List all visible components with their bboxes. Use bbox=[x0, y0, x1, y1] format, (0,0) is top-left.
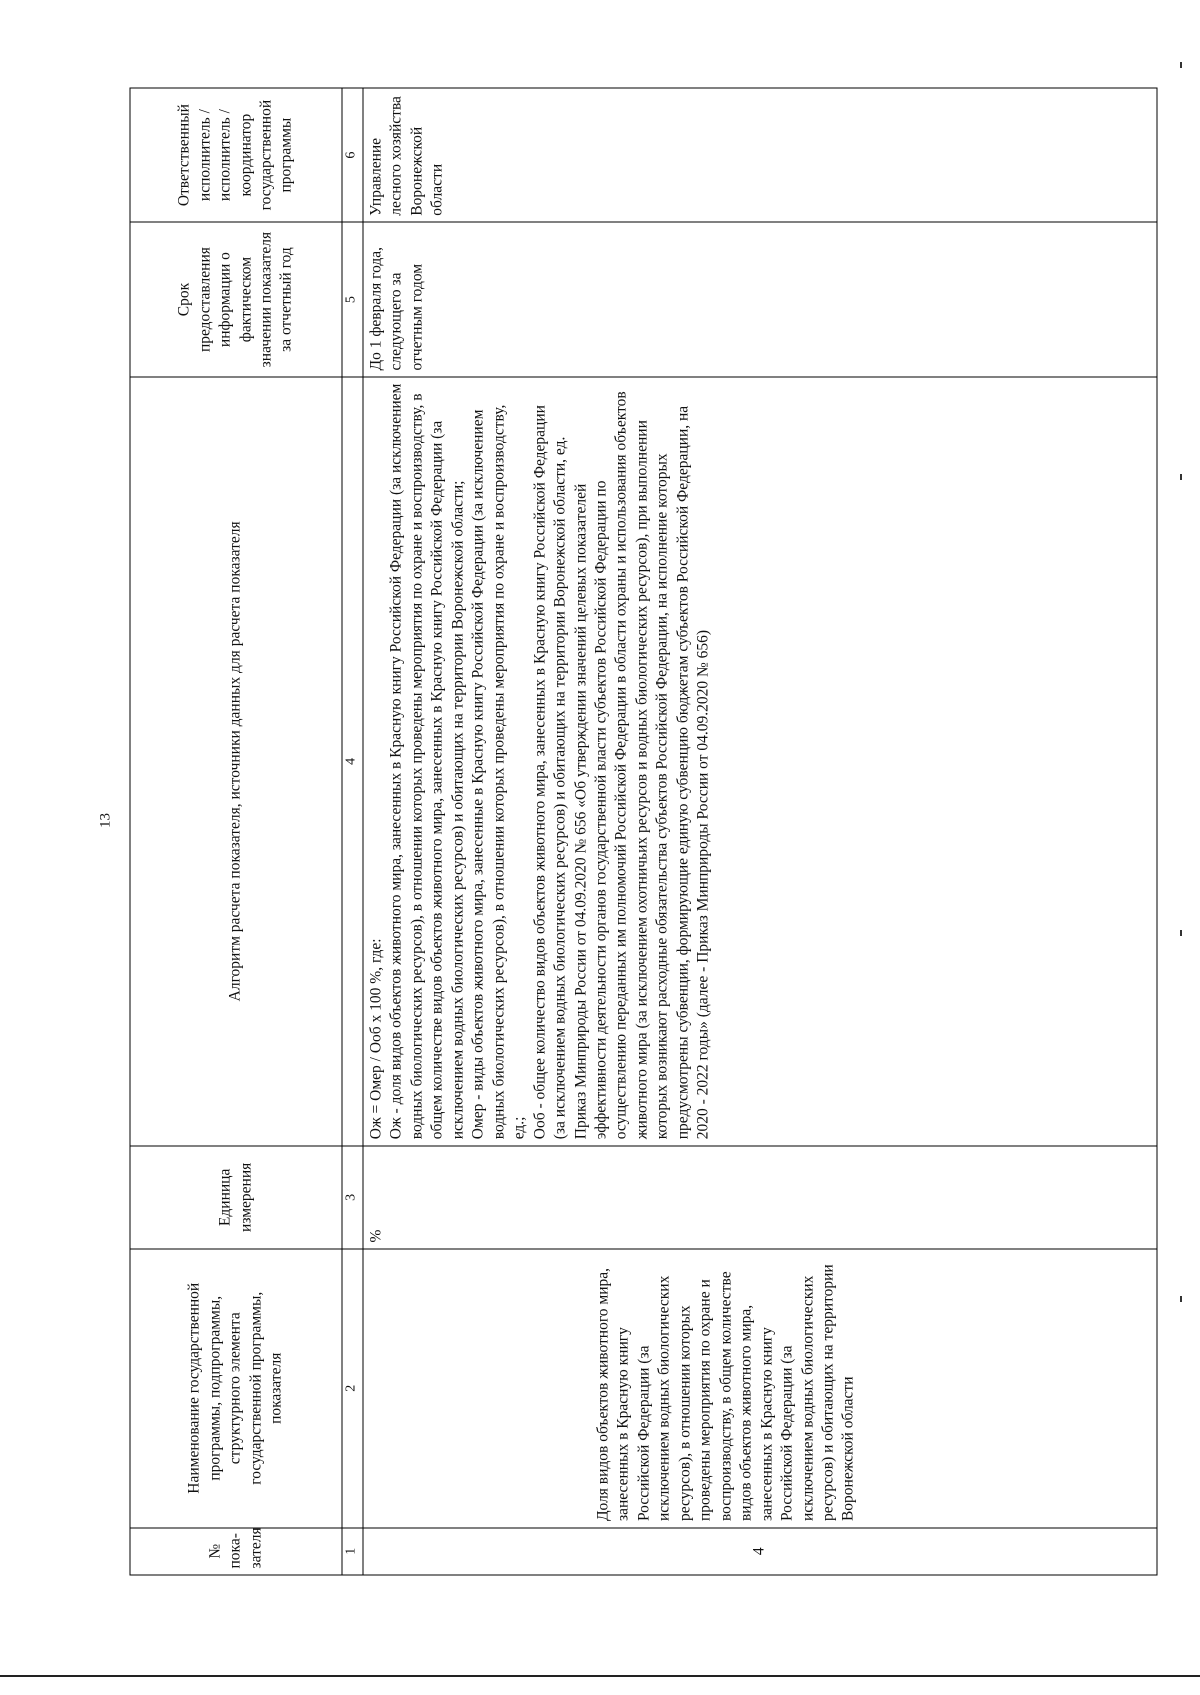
scan-edge-line bbox=[0, 1675, 1200, 1677]
row-algorithm bbox=[363, 376, 1157, 1145]
header-responsible: Ответственный исполнитель / исполнитель / координатор государственной программы bbox=[130, 88, 342, 222]
col-number-5: 5 bbox=[342, 222, 363, 377]
row-unit: % bbox=[363, 1145, 1157, 1248]
header-algorithm: Алгоритм расчета показателя, источники данных для расчета показателя bbox=[130, 376, 342, 1145]
row-responsible: Управление лесного хозяйства Воронежской области bbox=[363, 88, 1157, 222]
column-number-row bbox=[342, 88, 363, 1575]
col-number-3: 3 bbox=[342, 1145, 363, 1248]
header-indicator-number: № пока-зателя bbox=[130, 1527, 342, 1574]
header-row bbox=[130, 88, 342, 1575]
row-deadline: До 1 февраля года, следующего за отчетным годом bbox=[363, 222, 1157, 377]
row-indicator-number: 4 bbox=[363, 1527, 1157, 1574]
scan-mark bbox=[1180, 474, 1182, 480]
rotated-page bbox=[86, 65, 991, 1575]
scan-mark bbox=[1180, 930, 1182, 936]
header-program-name: Наименование государственной программы, подпрограммы, структурного элемента государственной программы, показателя bbox=[130, 1248, 342, 1527]
algorithm-def-ozh: Ож - доля видов объектов животного мира, занесенных в Красную книгу Российской Федерации (за исключением водных биологических ресурсов), в отношении которых проведены мероприятия по охране и воспроизводству, в общем количестве видов объектов животного мира, занесенных в Красную книгу Российской Федерации (за исключением водных биологических ресурсов) и обитающих на территории Воронежской области; bbox=[387, 383, 467, 1139]
row-indicator-name: Доля видов объектов животного мира, занесенных в Красную книгу Российской Федерации (за исключением водных биологических ресурсов), в отношении которых проведены мероприятия по охране и воспроизводству, в общем количестве видов объектов животного мира, занесенных в Красную книгу Российской Федерации (за исключением водных биологических ресурсов) и обитающих на территории Воронежской области bbox=[363, 1248, 1157, 1527]
col-number-6: 6 bbox=[342, 88, 363, 222]
algorithm-def-omer: Омер - виды объектов животного мира, занесенные в Красную книгу Российской Федерации (за исключением водных биологических ресурсов), в отношении которых проведены мероприятия по охране и воспроизводству, ед.; bbox=[469, 404, 528, 1139]
algorithm-source: Приказ Минприроды России от 04.09.2020 № 656 «Об утверждении значений целевых показателей эффективности деятельности органов государственной власти субъектов Российской Федерации по осуществлению переданных им полномочий Российской Федерации в области охраны и использования объектов животного мира (за исключением охотничьих ресурсов и водных биологических ресурсов), при выполнении которых возникают расходные обязательства субъектов Российской Федерации, на исполнение которых предусмотрены субвенции, формирующие единую субвенцию бюджетам субъектов Российской Федерации, на 2020 - 2022 годы» (далее - Приказ Минприроды России от 04.09.2020 № 656) bbox=[572, 390, 712, 1139]
algorithm-formula: Ож = Омер / Ооб x 100 %, где: bbox=[367, 937, 385, 1139]
header-unit: Единица измерения bbox=[130, 1145, 342, 1248]
scan-mark bbox=[1180, 62, 1182, 68]
col-number-1: 1 bbox=[342, 1527, 363, 1574]
algorithm-def-oob: Ооб - общее количество видов объектов животного мира, занесенных в Красную книгу Российской Федерации (за исключением водных биологических ресурсов) и обитающих на территории Воронежской области, ед. bbox=[531, 404, 569, 1139]
col-number-2: 2 bbox=[342, 1248, 363, 1527]
scan-mark bbox=[1180, 1296, 1182, 1302]
table-row bbox=[363, 88, 1157, 1575]
header-deadline: Срок предоставления информации о фактическом значении показателя за отчетный год bbox=[130, 222, 342, 377]
indicator-table bbox=[130, 87, 1158, 1575]
page-number: 13 bbox=[97, 812, 114, 828]
col-number-4: 4 bbox=[342, 376, 363, 1145]
